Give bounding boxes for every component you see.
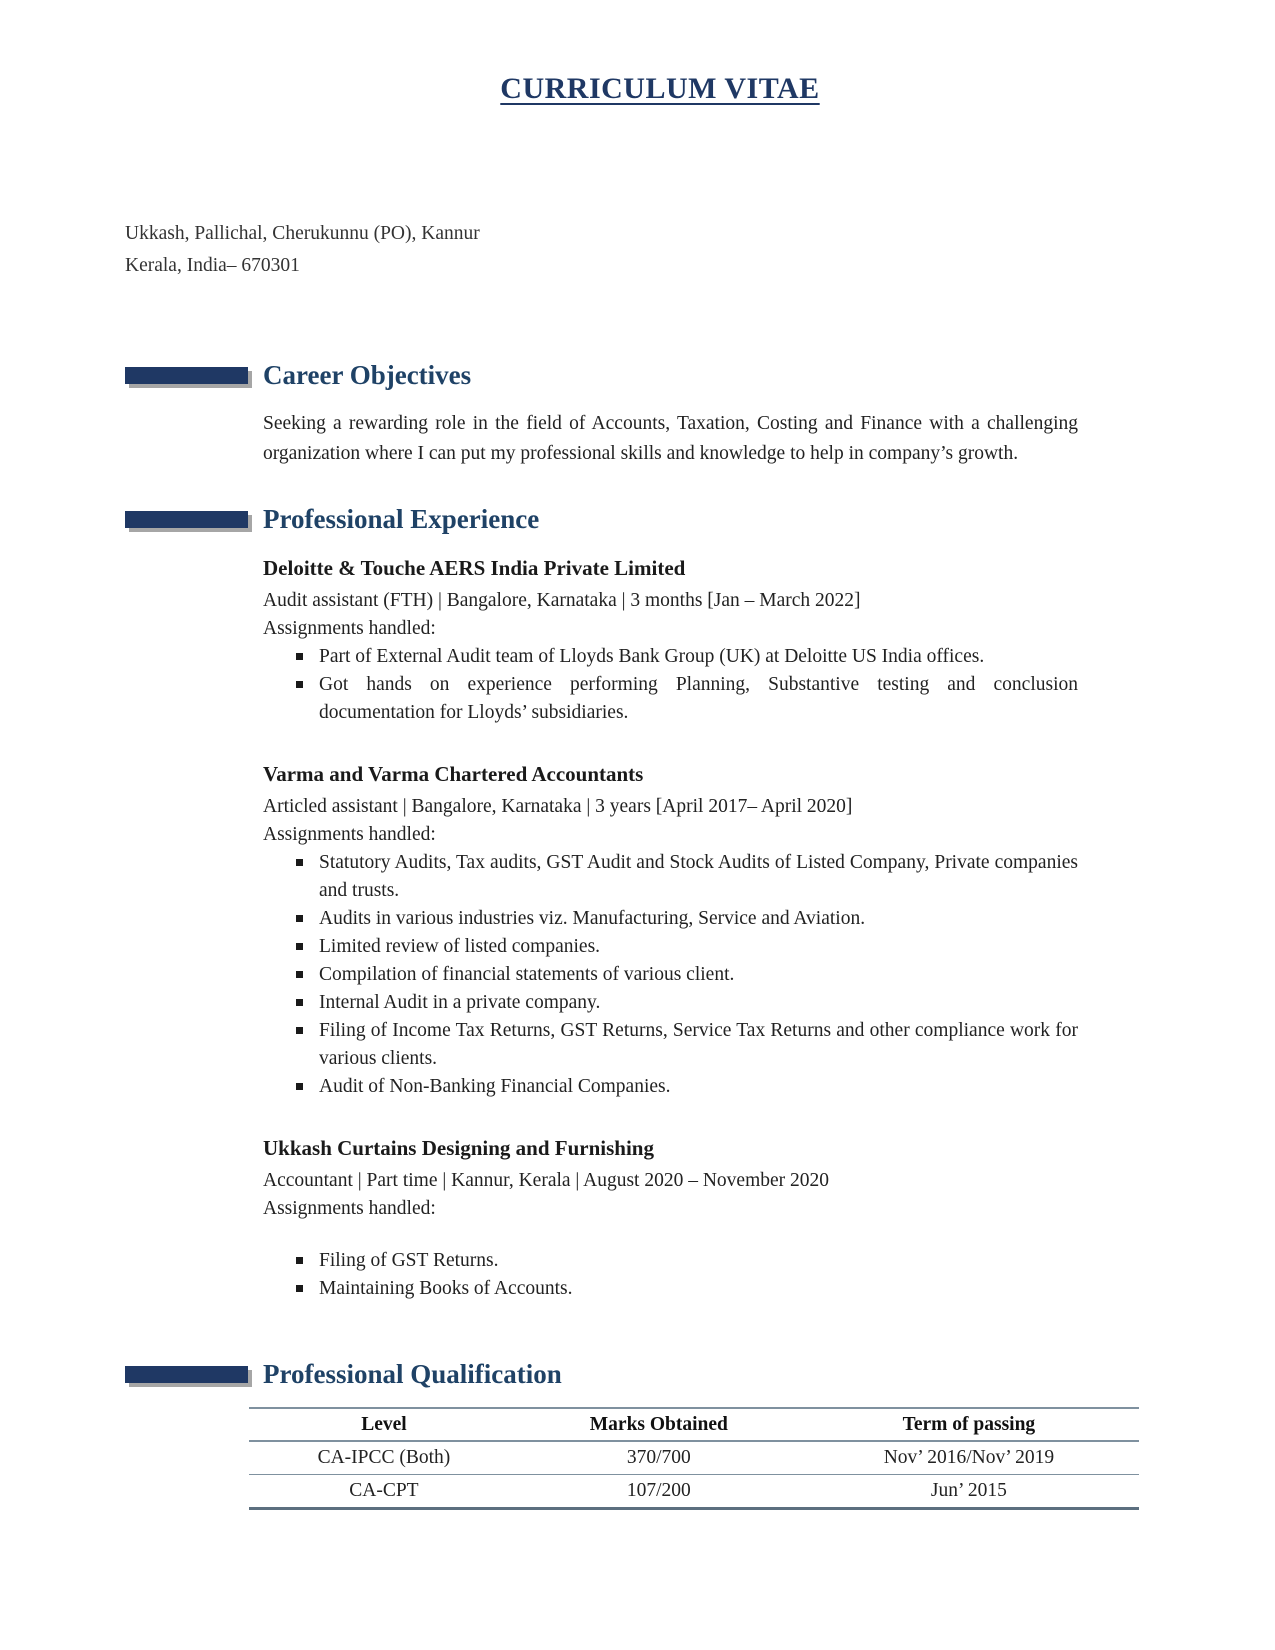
qualification-table bbox=[249, 1407, 1139, 1510]
section-professional-experience bbox=[125, 502, 1195, 1303]
bullet-square-icon bbox=[296, 681, 303, 688]
bullet-item bbox=[296, 933, 1078, 961]
career-objectives-text: Seeking a rewarding role in the field of Accounts, Taxation, Costing and Finance with a challenging organization where I can put my professional skills and knowledge to help in company’s growth. bbox=[263, 413, 1078, 464]
address-line-2: Kerala, India– 670301 bbox=[125, 255, 300, 276]
bullet-text: Statutory Audits, Tax audits, GST Audit and Stock Audits of Listed Company, Private companies and trusts. bbox=[319, 852, 1078, 901]
job-assignments-label: Assignments handled: bbox=[263, 1198, 436, 1219]
job-assignments-label: Assignments handled: bbox=[263, 618, 436, 639]
bullet-item bbox=[296, 643, 1078, 671]
professional-experience-heading: Professional Experience bbox=[263, 504, 540, 534]
bullet-square-icon bbox=[296, 859, 303, 866]
bullet-item bbox=[296, 671, 1078, 727]
professional-qualification-heading: Professional Qualification bbox=[263, 1359, 562, 1389]
job-entry bbox=[263, 553, 1078, 727]
job-company: Varma and Varma Chartered Accountants bbox=[263, 762, 644, 786]
bullet-text: Limited review of listed companies. bbox=[319, 936, 601, 957]
table-cell: CA-IPCC (Both) bbox=[317, 1447, 451, 1468]
bullet-text: Maintaining Books of Accounts. bbox=[319, 1278, 573, 1299]
bullet-square-icon bbox=[296, 1285, 303, 1292]
job-company: Ukkash Curtains Designing and Furnishing bbox=[263, 1136, 654, 1160]
bullet-text: Internal Audit in a private company. bbox=[319, 992, 601, 1013]
address-line-1: Ukkash, Pallichal, Cherukunnu (PO), Kannur bbox=[125, 223, 480, 244]
section-marker-bar bbox=[125, 511, 248, 528]
qualification-table-head bbox=[249, 1408, 1139, 1441]
section-career-objectives bbox=[125, 358, 1195, 469]
bullet-item bbox=[296, 1247, 1078, 1275]
table-cell: 107/200 bbox=[626, 1480, 691, 1501]
bullet-text: Audit of Non-Banking Financial Companies. bbox=[319, 1076, 671, 1097]
job-entry bbox=[263, 1133, 1078, 1303]
job-bullets bbox=[263, 849, 1078, 1101]
job-meta: Accountant | Part time | Kannur, Kerala | August 2020 – November 2020 bbox=[263, 1170, 830, 1191]
career-objectives-heading-row bbox=[263, 358, 1195, 392]
table-row bbox=[249, 1475, 1139, 1509]
table-cell: CA-CPT bbox=[349, 1480, 419, 1501]
page-title: CURRICULUM VITAE bbox=[500, 72, 820, 105]
bullet-item bbox=[296, 905, 1078, 933]
section-marker-bar bbox=[125, 1366, 248, 1383]
bullet-item bbox=[296, 1017, 1078, 1073]
job-meta: Articled assistant | Bangalore, Karnataka | 3 years [April 2017– April 2020] bbox=[263, 796, 853, 817]
bullet-item bbox=[296, 989, 1078, 1017]
table-header-cell: Level bbox=[361, 1413, 407, 1435]
bullet-item bbox=[296, 849, 1078, 905]
job-bullets bbox=[263, 1247, 1078, 1303]
bullet-square-icon bbox=[296, 971, 303, 978]
bullet-item bbox=[296, 1275, 1078, 1303]
table-header-row bbox=[249, 1408, 1139, 1441]
qualification-table-body bbox=[249, 1441, 1139, 1509]
bullet-square-icon bbox=[296, 1083, 303, 1090]
bullet-text: Filing of GST Returns. bbox=[319, 1250, 499, 1271]
table-header-cell: Marks Obtained bbox=[589, 1413, 728, 1435]
bullet-square-icon bbox=[296, 915, 303, 922]
job-company: Deloitte & Touche AERS India Private Limited bbox=[263, 556, 686, 580]
jobs-list bbox=[263, 553, 1078, 1303]
bullet-item bbox=[296, 1073, 1078, 1101]
table-cell: Jun’ 2015 bbox=[930, 1480, 1007, 1501]
table-cell: 370/700 bbox=[626, 1447, 691, 1468]
bullet-square-icon bbox=[296, 653, 303, 660]
section-professional-qualification bbox=[125, 1357, 1195, 1510]
job-entry bbox=[263, 759, 1078, 1101]
job-assignments-label: Assignments handled: bbox=[263, 824, 436, 845]
section-marker-bar bbox=[125, 367, 248, 384]
table-cell: Nov’ 2016/Nov’ 2019 bbox=[883, 1447, 1055, 1468]
bullet-text: Got hands on experience performing Planning, Substantive testing and conclusion documentation for Lloyds’ subsidiaries. bbox=[319, 674, 1078, 723]
bullet-text: Compilation of financial statements of various client. bbox=[319, 964, 735, 985]
address-block bbox=[125, 218, 1195, 282]
professional-qualification-heading-row bbox=[263, 1357, 1195, 1391]
job-meta: Audit assistant (FTH) | Bangalore, Karnataka | 3 months [Jan – March 2022] bbox=[263, 590, 861, 611]
bullet-square-icon bbox=[296, 1027, 303, 1034]
bullet-item bbox=[296, 961, 1078, 989]
bullet-square-icon bbox=[296, 999, 303, 1006]
bullet-square-icon bbox=[296, 943, 303, 950]
table-header-cell: Term of passing bbox=[902, 1413, 1036, 1435]
table-row bbox=[249, 1441, 1139, 1475]
professional-experience-heading-row bbox=[263, 502, 1195, 536]
bullet-text: Filing of Income Tax Returns, GST Returns, Service Tax Returns and other compliance work for various clients. bbox=[319, 1020, 1078, 1069]
bullet-square-icon bbox=[296, 1257, 303, 1264]
career-objectives-heading: Career Objectives bbox=[263, 360, 472, 390]
job-bullets bbox=[263, 643, 1078, 727]
bullet-text: Part of External Audit team of Lloyds Bank Group (UK) at Deloitte US India offices. bbox=[319, 646, 985, 667]
bullet-text: Audits in various industries viz. Manufacturing, Service and Aviation. bbox=[319, 908, 866, 929]
